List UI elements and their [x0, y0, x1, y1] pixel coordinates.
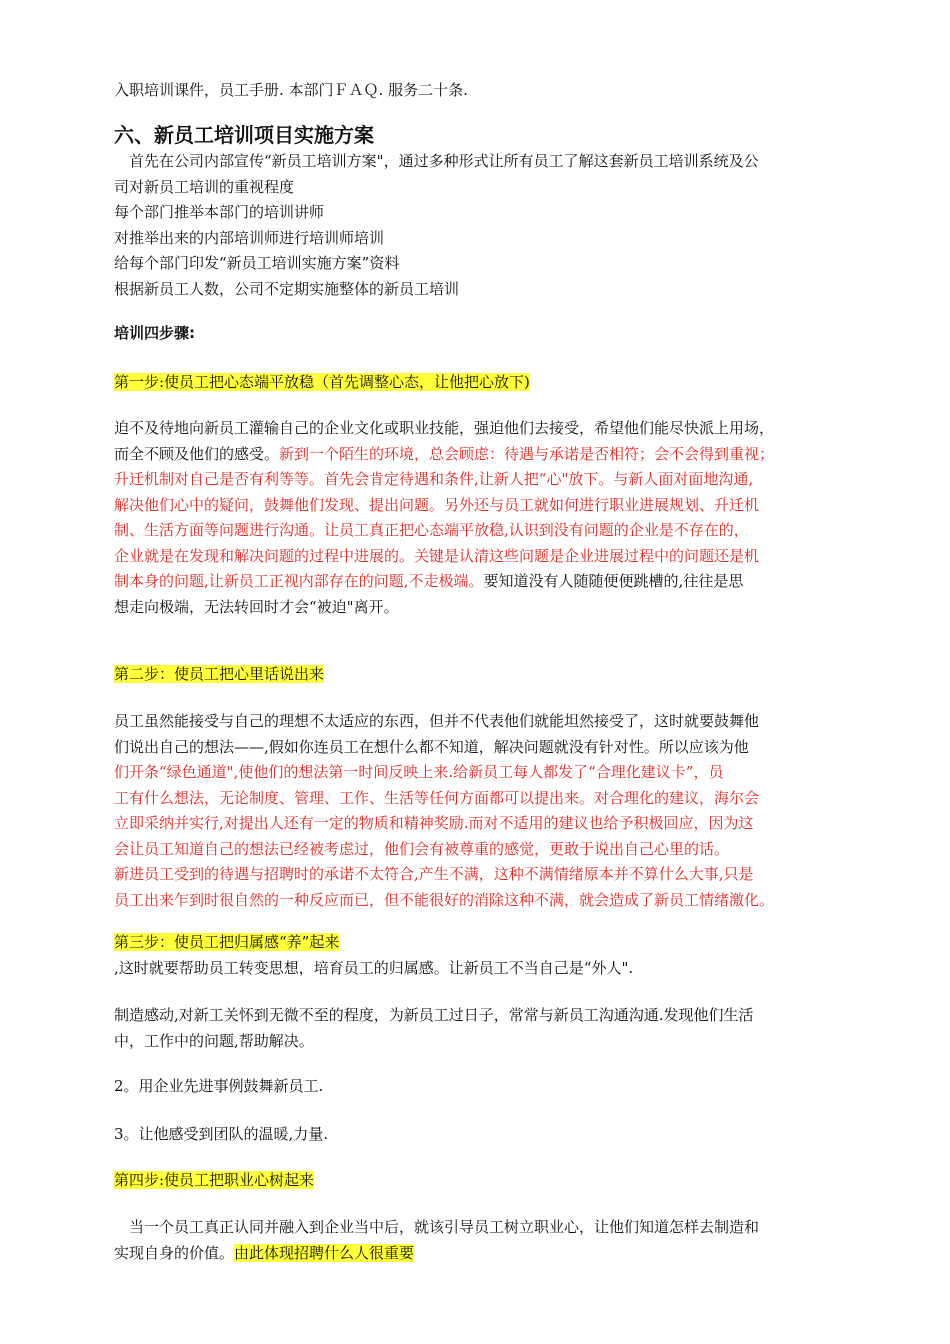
step1-red-line: 解决他们心中的疑问，鼓舞他们发现、提出问题。另外还与员工就如何进行职业进展规划、升迁机 — [114, 495, 760, 514]
step2-red-line: 们开条“绿色通道",使他们的想法第一时间反映上来.给新员工每人都发了“合理化建议卡”，员 — [114, 763, 724, 781]
step2-title-block — [114, 662, 844, 688]
section6-line: 司对新员工培训的重视程度 — [114, 177, 295, 196]
step1-red-line: 制、生活方面等问题进行沟通。让员工真正把心态端平放稳,认识到没有问题的企业是不存在的， — [114, 521, 749, 539]
step3-title-block — [114, 930, 844, 981]
section6-block — [114, 121, 844, 149]
step4-title-block — [114, 1168, 844, 1194]
step3-item2-block — [114, 1074, 844, 1100]
step3-item: 3。让他感受到团队的温暖,力量. — [114, 1125, 329, 1143]
step3-line: ,这时就要帮助员工转变思想，培育员工的归属感。让新员工不当自己是“外人". — [114, 958, 634, 977]
step1-line2-black: 而全不顾及他们的感受。 — [114, 444, 280, 463]
step2-line: 们说出自己的想法——,假如你连员工在想什么都不知道，解决问题就没有针对性。所以应该为他 — [114, 737, 749, 756]
step3-item: 2。用企业先进事例鼓舞新员工. — [114, 1077, 324, 1095]
section6-line: 首先在公司内部宣传“新员工培训方案"，通过多种形式让所有员工了解这套新员工培训系统及公 — [129, 152, 759, 170]
step1-line7-black: 要知道没有人随随便便跳槽的,往往是思 — [483, 572, 744, 590]
step3-item3-block — [114, 1122, 844, 1148]
step2-red-line: 立即采纳并实行,对提出人还有一定的物质和精神奖励.而对不适用的建议也给予积极回应，因为这 — [114, 814, 754, 832]
step3-title: 第三步：使员工把归属感“养”起来 — [114, 933, 340, 951]
step4-line2-black: 实现自身的价值。 — [114, 1243, 235, 1262]
section6-line: 每个部门推举本部门的培训讲师 — [114, 203, 325, 221]
step1-body — [114, 416, 844, 620]
steps-heading-block — [114, 321, 844, 347]
intro-block — [114, 78, 844, 104]
step1-red-line: 升迁机制对自己是否有利等等。首先会肯定待遇和条件,让新人把“心"放下。与新人面对面地沟通, — [114, 470, 754, 488]
steps-heading: 培训四步骤: — [114, 324, 195, 342]
step2-red-line: 员工出来乍到时很自然的一种反应而已，但不能很好的消除这种不满，就会造成了新员工情绪激化。 — [114, 890, 775, 909]
step1-title: 第一步:使员工把心态端平放稳（首先调整心态，让他把心放下) — [114, 373, 530, 391]
intro-line: 入职培训课件，员工手册. 本部门ＦＡＱ. 服务二十条. — [114, 81, 468, 99]
step3-para-line: 中，工作中的问题,帮助解决。 — [114, 1031, 314, 1050]
step1-line2-red: 新到一个陌生的环境，总会顾虑：待遇与承诺是否相符；会不会得到重视； — [279, 444, 775, 463]
step4-body — [114, 1215, 844, 1266]
section6-line: 给每个部门印发“新员工培训实施方案”资料 — [114, 254, 400, 272]
step3-para2 — [114, 1003, 844, 1054]
step4-line: 当一个员工真正认同并融入到企业当中后，就该引导员工树立职业心，让他们知道怎样去制造和 — [129, 1218, 760, 1236]
step2-body — [114, 709, 844, 913]
step1-line7-red: 制本身的问题,让新员工正视内部存在的问题,不走极端。 — [114, 572, 484, 590]
step2-line: 员工虽然能接受与自己的理想不太适应的东西，但并不代表他们就能坦然接受了，这时就要鼓舞他 — [114, 712, 760, 730]
step2-red-line: 会让员工知道自己的想法已经被考虑过，他们会有被尊重的感觉，更敢于说出自己心里的话。 — [114, 839, 730, 858]
step1-line: 迫不及待地向新员工灌输自己的企业文化或职业技能，强迫他们去接受，希望他们能尽快派上用场， — [114, 419, 775, 437]
step4-line2-highlight: 由此体现招聘什么人很重要 — [234, 1243, 415, 1262]
step1-title-block — [114, 370, 844, 396]
section6-body — [114, 149, 844, 302]
section6-line: 对推举出来的内部培训师进行培训师培训 — [114, 228, 385, 247]
step1-line-mixed — [114, 569, 844, 595]
step1-line: 想走向极端，无法转回时才会“被迫"离开。 — [114, 597, 399, 616]
step4-title: 第四步:使员工把职业心树起来 — [114, 1171, 315, 1189]
step4-line-mixed — [114, 1241, 844, 1267]
section6-line: 根据新员工人数，公司不定期实施整体的新员工培训 — [114, 279, 460, 298]
step1-line-mixed — [114, 442, 844, 468]
step1-red-line: 企业就是在发现和解决问题的过程中进展的。关键是认清这些问题是企业进展过程中的问题还是机 — [114, 546, 760, 565]
step3-para-line: 制造感动,对新工关怀到无微不至的程度，为新员工过日子，常常与新员工沟通沟通.发现他们生活 — [114, 1006, 754, 1024]
step2-red-line: 工有什么想法，无论制度、管理、工作、生活等任何方面都可以提出来。对合理化的建议，海尔会 — [114, 788, 760, 807]
step2-red-line: 新进员工受到的待遇与招聘时的承诺不太符合,产生不满，这种不满情绪原本并不算什么大事,只是 — [114, 865, 754, 883]
section6-title: 六、新员工培训项目实施方案 — [114, 123, 374, 147]
step2-title: 第二步：使员工把心里话说出来 — [114, 665, 325, 683]
